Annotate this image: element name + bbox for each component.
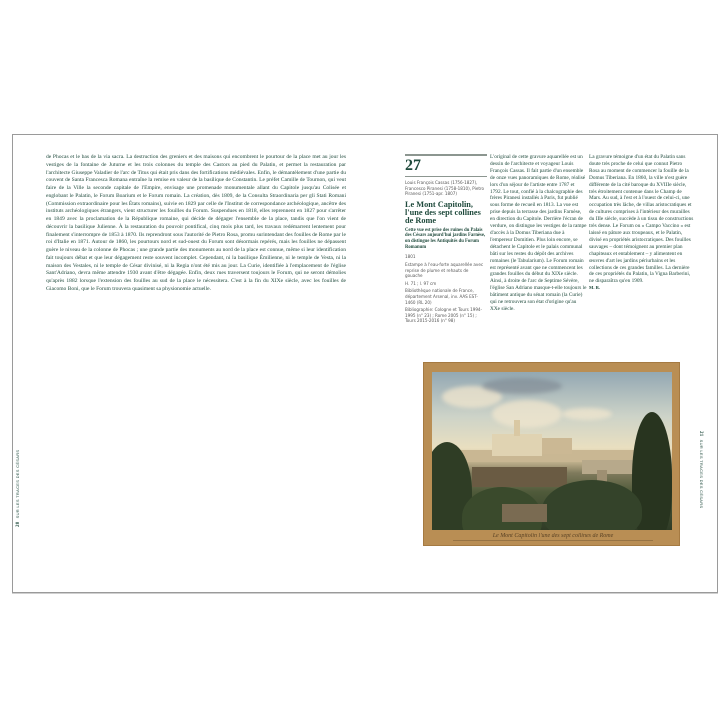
left-folio [15, 450, 21, 527]
commentary-text: L'original de cette gravure aquarellée est un dessin de l'architecte et voyageur Louis François Cassas. Il fait partie d'un ensemble de onze vues panoramiques de Rome, réalisé lors d'un séjour de l'artiste entre 1787 et 1792. Le tout, confié à la chalcographie des frères Piranesi installés à Paris, fut publié sous forme de recueil en 1813. La vue est prise depuis la terrasse des jardins Farnèse, en direction du Capitole. Derrière l'écran de verdure, on distingue les vestiges de la rampe d'accès à la Domus Tiberiana due à l'empereur Domitien. Plus loin encore, se détachent le Capitole et le palais communal bâti sur les restes du dépôt des archives romaines (le Tabularium). Le Forum romain est représenté avant que ne commencent les grandes fouilles du début du XIXe siècle. Ainsi, à droite de l'arc de Septime Sévère, l'église San Adriano masque-t-elle toujours le bâtiment antique du sénat romain (la Curie) qui ne retrouvera son état d'origine qu'au XXe siècle. [490, 154, 587, 312]
inscription-line [453, 540, 653, 541]
divider [405, 154, 487, 156]
catalogue-bibliography: Bibliographie: Cologne et Tours 1994-1995 (n° 23) ; Rome 2005 (n° 15) ; Tours 2015-2016 (n° 98) [405, 307, 483, 324]
commentary-column-1 [490, 154, 587, 313]
catalogue-technique: Estampe à l'eau-forte aquarellée avec reprise de plume et rehauts de gouache [405, 262, 484, 279]
catalogue-number: 27 [405, 157, 421, 174]
commentary-column-2 [589, 154, 694, 292]
book-spread [12, 134, 718, 593]
painting-figure [423, 362, 680, 546]
catalogue-metadata [405, 254, 487, 324]
author-signature: M. R. [589, 285, 601, 291]
right-folio [698, 431, 704, 508]
catalogue-entry [405, 154, 487, 326]
painting-image [432, 372, 672, 530]
divider [405, 176, 487, 177]
page-number: 20 [16, 521, 21, 527]
body-paragraph: de Phocas et le bas de la via sacra. La destruction des greniers et des maisons qui encombrent le pourtour de la place met au jour les vestiges de la fontaine de Juturne et les trois colonnes du temple des Castors au pied du Palatin, et permet la restauration par l'architecte Giuseppe Valadier de l'arc de Titus qui était pris dans des fortifications médiévales. Enfin, le démantèlement d'une partie du couvent de Santa Francesca Romana entraîne la remise en valeur de la basilique de Constantin. Le préfet Camille de Tournon, qui veut faire de la Ville la seconde capitale de l'Empire, envisage une promenade monumentale allant du Capitole jusqu'au Colisée et englobant le Palatin, le Forum Boarium et le Forum romain. La création, dès 1809, de la Consulta Straordinaria per gli Stati Romani (Commission extraordinaire pour les États romains), suivie en 1829 par celle de l'Institut de correspondance archéologique, ancêtre des instituts archéologiques étrangers, vient structurer les fouilles du Forum. Suspendues en 1818, elles reprennent en 1827 pour s'arrêter en 1849 avec la proclamation de la République romaine, qui décide de dégager l'ensemble de la place, tandis que l'on vient de découvrir la basilique Julienne. À la restauration du pouvoir pontifical, cinq mois plus tard, les travaux redémarrent lentement pour finalement s'interrompre de 1853 à 1870. Ils reprendront sous l'autorité de Pietro Rosa, promu surintendant des fouilles de Rome par le roi d'Italie en 1871. Autour de 1860, les pourtours nord et sud-ouest du Forum sont désormais repérés, mais les fouilles ne dépassent guère le niveau de la colonne de Phocas ; une grande partie des monuments au nord de la place est connue, même si leur identification fait toujours débat et que leur dégagement reste souvent incomplet. Cependant, ni la basilique Émilienne, ni le temple de Vesta, ni la maison des Vestales, ni le temple de César divinisé, ni la Regia n'ont été mis au jour. La Curie, identifiée à l'emplacement de l'église Sant'Adriano, devra même attendre 1930 avant d'être dégagée. Enfin, deux rues traversent toujours le Forum, qui ne seront démolies qu'après 1882 lorsque l'extension des fouilles au sud de la place le nécessitera. C'est à la fin du XIXe siècle, avec les fouilles de Giacomo Boni, que le Forum trouvera quasiment sa physionomie actuelle. [46, 154, 346, 292]
left-page-body [46, 154, 346, 294]
catalogue-artists: Louis François Cassas (1756-1827), Francesco Piranesi (1758-1810), Pietro Piranesi (1751-apr. 1807) [405, 180, 485, 197]
catalogue-dimensions: H. 71 ; l. 97 cm [405, 280, 437, 286]
painting-inscription: Le Mont Capitolin l'une des sept collines de Rome [492, 533, 614, 539]
page-number: 21 [698, 431, 703, 437]
running-head: SUR LES TRACES DES CÉSARS [699, 439, 704, 509]
catalogue-date: 1801 [405, 254, 416, 260]
catalogue-subtitle: Cette vue est prise des ruines du Palais des Césars aujourd'hui jardins Farnèse, on distingue les Antiquités du Forum Romanum [405, 227, 486, 250]
catalogue-title: Le Mont Capitolin, l'une des sept collines de Rome [405, 199, 481, 226]
catalogue-collection: Bibliothèque nationale de France, département Arsenal, inv. AAS EST-1460 (RL 20) [405, 288, 478, 305]
commentary-text: La gravure témoigne d'un état du Palatin sans doute très proche de celui que connut Pietro Rosa au moment de commencer la fouille de la Domus Tiberiana. En 1860, la ville n'est guère différente de la cité baroque du XVIIIe siècle, très étroitement contenue dans le Champ de Mars. Au sud, à l'est et à l'ouest de celui-ci, une occupation très lâche, de villas aristocratiques et de cultures comprises à l'intérieur des murailles du IIIe siècle, succède à un tissu de constructions très dense. Le Forum ou « Campo Vaccino » est laissé en pâture aux troupeaux, et le Palatin, divisé en propriétés aristocratiques. Des fouilles sauvages – dont témoignent au premier plan chapiteaux et entablement – y alimentent en œuvres d'art les jardins périurbains et les collections de ces grandes familles. La dernière de ces propriétés du Palatin, la Vigna Barberini, ne disparaîtra qu'en 1909. [589, 154, 694, 285]
running-head: SUR LES TRACES DES CÉSARS [15, 449, 20, 519]
